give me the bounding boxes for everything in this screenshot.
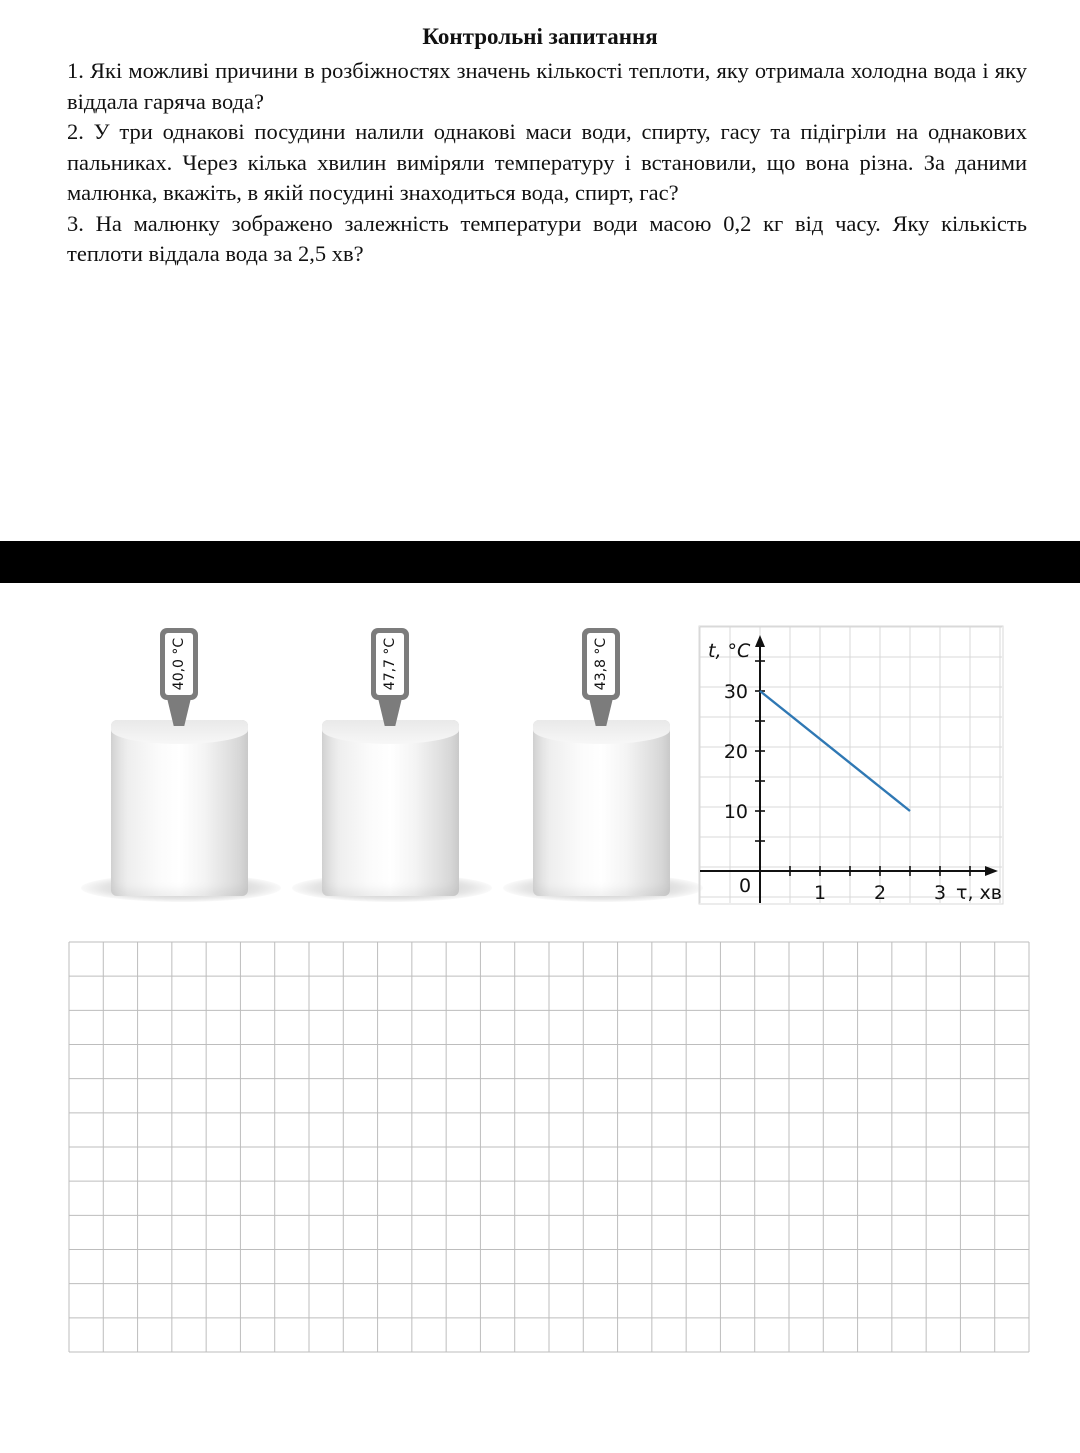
questions-list <box>67 56 1027 270</box>
answer-grid-svg <box>68 941 1030 1353</box>
vessel-body <box>111 720 248 896</box>
thermometer-probe <box>371 628 409 700</box>
black-divider-band <box>0 541 1080 583</box>
chart-svg <box>698 625 1004 905</box>
thermometer-probe <box>582 628 620 700</box>
thermometer-reading: 43,8 °C <box>593 637 609 691</box>
question-1: 1. Які можливі причини в розбіжностях значень кількості теплоти, яку отримала холодна вода і яку віддала гаряча вода? <box>67 58 1027 114</box>
x-tick-label: 2 <box>873 882 887 904</box>
y-axis-arrow <box>755 635 765 647</box>
question-2: 2. У три однакові посудини налили однакові маси води, спирту, гасу та підігріли на однакових пальниках. Через кілька хвилин виміряли температуру і встановили, що вона різна. За даними малюнка, вкажіть, в якій посудині знаходиться вода, спирт, гас? <box>67 119 1027 205</box>
temperature-time-chart <box>698 625 1004 905</box>
thermometer-probe <box>160 628 198 700</box>
answer-grid <box>68 941 1030 1353</box>
x-tick-label: 3 <box>933 882 947 904</box>
page-title: Контрольні запитання <box>422 24 658 49</box>
series-line <box>760 691 910 811</box>
thermometer-reading: 40,0 °C <box>171 637 187 691</box>
x-axis-label: τ, хв <box>956 882 1002 904</box>
vessel-body <box>322 720 459 896</box>
thermometer-reading: 47,7 °C <box>382 637 398 691</box>
y-axis-label: t, °C <box>708 640 751 662</box>
x-tick-label: 1 <box>813 882 827 904</box>
origin-label: 0 <box>738 875 752 897</box>
vessel-body <box>533 720 670 896</box>
y-tick-label: 20 <box>723 741 748 763</box>
y-tick-label: 30 <box>723 681 748 703</box>
question-3: 3. На малюнку зображено залежність температури води масою 0,2 кг від часу. Яку кількість теплоти віддала вода за 2,5 хв? <box>67 210 1027 266</box>
y-tick-label: 10 <box>723 801 748 823</box>
